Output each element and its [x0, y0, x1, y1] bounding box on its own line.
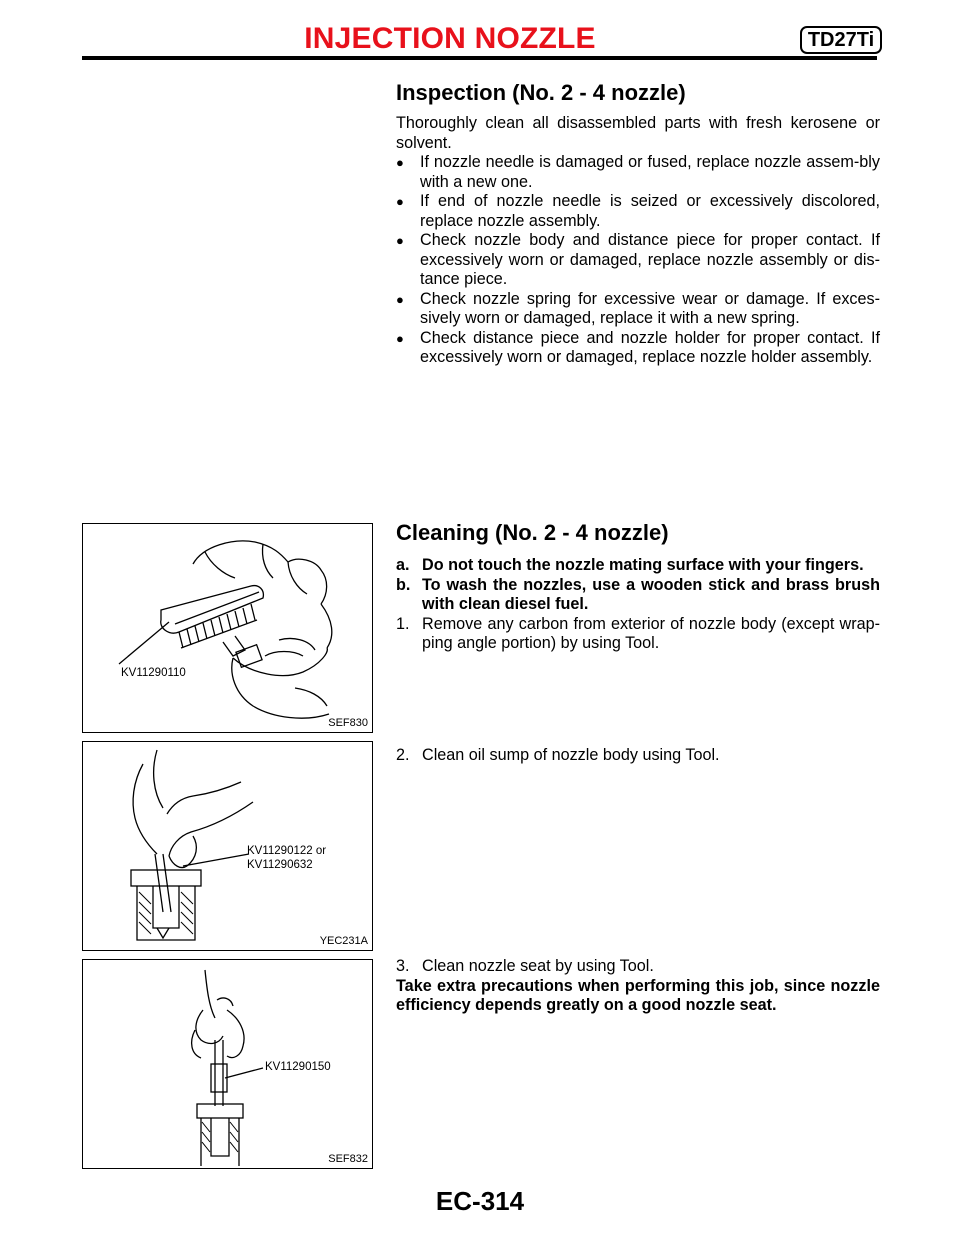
- figure-code-sef832: SEF832: [328, 1153, 368, 1165]
- list-item: ● Check nozzle body and distance piece for proper contact. If excessively worn or damaged, replace nozzle assembly or dis-tance piece.: [396, 231, 880, 288]
- figure-nozzle-seat-cleaning: [82, 959, 373, 1169]
- oil-sump-illustration: [83, 742, 372, 950]
- figure-code-sef830: SEF830: [328, 717, 368, 729]
- bullet-icon: ●: [396, 330, 404, 346]
- inspection-intro: Thoroughly clean all disassembled parts with fresh kerosene or solvent.: [396, 114, 880, 152]
- bullet-icon: ●: [396, 233, 404, 248]
- cleaning-step-3: [396, 957, 880, 1016]
- tool-callout-kv11290122: KV11290122 or KV11290632: [247, 845, 327, 871]
- list-item: ● If nozzle needle is damaged or fused, replace nozzle assem-bly with a new one.: [396, 153, 880, 191]
- caution-text: Take extra precautions when performing this job, since nozzle efficiency depends greatly on a good nozzle seat.: [396, 976, 880, 1014]
- bullet-icon: ●: [396, 155, 404, 170]
- page-header-title: INJECTION NOZZLE: [304, 22, 596, 55]
- section-heading-inspection: Inspection (No. 2 - 4 nozzle): [396, 80, 686, 105]
- tool-callout-kv11290110: KV11290110: [121, 667, 186, 679]
- list-item: 3. Clean nozzle seat by using Tool.: [396, 957, 654, 975]
- brush-hand-illustration: [83, 524, 372, 732]
- list-item: ● If end of nozzle needle is seized or excessively discolored, replace nozzle assembly.: [396, 192, 880, 230]
- list-item: a. Do not touch the nozzle mating surface with your fingers.: [396, 556, 864, 574]
- list-item: ● Check nozzle spring for excessive wear or damage. If exces-sively worn or damaged, replace it with a new spring.: [396, 289, 880, 327]
- inspection-bullet-list: [396, 153, 880, 368]
- cleaning-section: [396, 520, 880, 654]
- inspection-section: [396, 80, 880, 368]
- list-item: ● Check distance piece and nozzle holder for proper contact. If excessively worn or damaged, replace nozzle holder assembly.: [396, 328, 880, 366]
- list-item: 1. Remove any carbon from exterior of nozzle body (except wrap-ping angle portion) by using Tool.: [396, 614, 880, 652]
- section-heading-cleaning: Cleaning (No. 2 - 4 nozzle): [396, 520, 669, 545]
- cleaning-step-2: [396, 746, 880, 766]
- cleaning-notes: [396, 556, 880, 654]
- figure-oil-sump-cleaning: [82, 741, 373, 951]
- figure-code-yec231a: YEC231A: [319, 935, 368, 947]
- engine-badge: TD27Ti: [800, 26, 882, 54]
- bullet-icon: ●: [396, 291, 404, 307]
- tool-callout-kv11290150: KV11290150: [265, 1061, 331, 1073]
- figure-brush-cleaning: [82, 523, 373, 733]
- header-divider: [82, 56, 877, 60]
- page-number: EC-314: [435, 1186, 525, 1216]
- bullet-icon: ●: [396, 194, 404, 209]
- list-item: b. To wash the nozzles, use a wooden stick and brass brush with clean diesel fuel.: [396, 575, 880, 613]
- list-item: 2. Clean oil sump of nozzle body using Tool.: [396, 746, 720, 764]
